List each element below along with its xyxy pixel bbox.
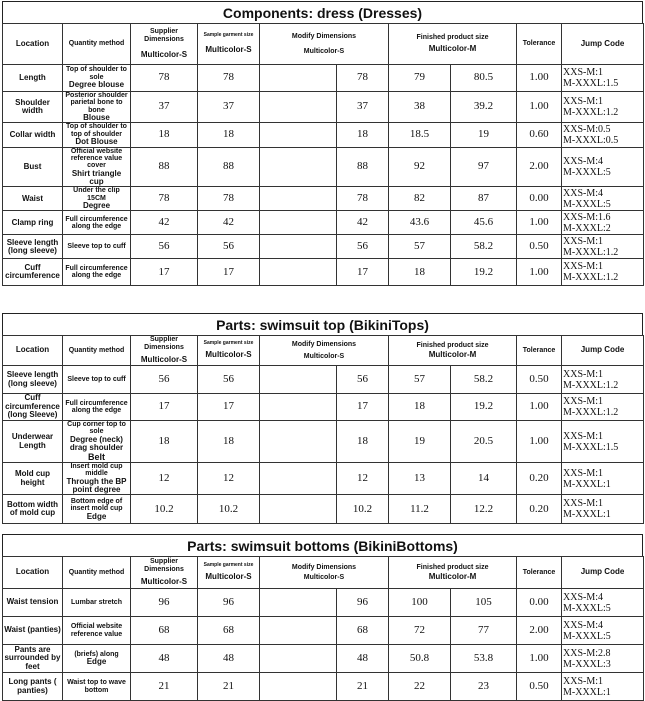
- method-line-1: Top of shoulder to top of shoulder: [66, 123, 127, 138]
- table-row: [3, 259, 644, 286]
- sample-value: 78: [198, 187, 260, 211]
- spec-table: [2, 556, 644, 701]
- finished-l-value: 12.2: [451, 495, 517, 524]
- modify-value: 18: [337, 123, 389, 147]
- finished-m-value: 19: [389, 421, 451, 463]
- method-cell: [63, 645, 131, 673]
- jump-code: XXS-M:4 M-XXXL:5: [562, 147, 644, 187]
- table-row: [3, 211, 644, 235]
- modify-empty: [260, 421, 337, 463]
- table-row: [3, 645, 644, 673]
- supplier-value: 17: [131, 394, 198, 421]
- sample-value: 37: [198, 92, 260, 123]
- modify-empty: [260, 65, 337, 92]
- finished-m-value: 100: [389, 589, 451, 617]
- header-supplier: Supplier Dimensions Multicolor-S: [131, 24, 198, 65]
- section-bikini-bottoms: [2, 534, 643, 701]
- modify-empty: [260, 259, 337, 286]
- jump-code: XXS-M:4 M-XXXL:5: [562, 617, 644, 645]
- location-cell: Mold cup height: [3, 463, 63, 495]
- table-row: [3, 495, 644, 524]
- finished-m-value: 11.2: [389, 495, 451, 524]
- jump-code: XXS-M:1 M-XXXL:1: [562, 495, 644, 524]
- header-finished: Finished product size Multicolor-M: [389, 24, 517, 65]
- section-title: Components: dress (Dresses): [2, 1, 643, 23]
- tolerance-value: 0.00: [517, 187, 562, 211]
- modify-value: 12: [337, 463, 389, 495]
- modify-empty: [260, 187, 337, 211]
- header-row: [3, 336, 644, 366]
- location-cell: Bottom width of mold cup: [3, 495, 63, 524]
- modify-value: 17: [337, 259, 389, 286]
- header-sample: Sample garment size Multicolor-S: [198, 336, 260, 366]
- sample-value: 10.2: [198, 495, 260, 524]
- header-finished: Finished product size Multicolor-M: [389, 557, 517, 589]
- table-row: [3, 366, 644, 394]
- location-cell: Pants are surrounded by feet: [4, 644, 61, 671]
- method-line-1: Full circumference along the edge: [65, 215, 128, 230]
- sample-value: 18: [198, 123, 260, 147]
- modify-value: 37: [337, 92, 389, 123]
- location-cell: Length: [3, 65, 63, 92]
- method-cell: [63, 421, 131, 463]
- header-jump: Jump Code: [562, 24, 644, 65]
- header-jump: Jump Code: [562, 336, 644, 366]
- method-line-1: Top of shoulder to sole: [66, 66, 127, 81]
- sample-value: 17: [198, 259, 260, 286]
- table-row: [3, 235, 644, 259]
- finished-m-value: 18: [389, 259, 451, 286]
- finished-l-value: 19: [451, 123, 517, 147]
- sample-value: 17: [198, 394, 260, 421]
- supplier-value: 17: [131, 259, 198, 286]
- supplier-value: 78: [131, 187, 198, 211]
- table-row: [3, 123, 644, 147]
- modify-empty: [260, 495, 337, 524]
- method-cell: [63, 394, 131, 421]
- method-cell: [63, 463, 131, 495]
- modify-value: 21: [337, 673, 389, 701]
- modify-value: 68: [337, 617, 389, 645]
- location-cell: Clamp ring: [3, 211, 63, 235]
- method-cell: [63, 589, 131, 617]
- method-cell: [63, 65, 131, 92]
- header-method: Quantity method: [63, 336, 131, 366]
- supplier-value: 56: [131, 235, 198, 259]
- method-cell: [63, 366, 131, 394]
- section-dresses: [2, 1, 643, 286]
- location-cell: Long pants ( panties): [3, 673, 63, 701]
- tolerance-value: 0.00: [517, 589, 562, 617]
- finished-l-value: 58.2: [451, 235, 517, 259]
- supplier-value: 12: [131, 463, 198, 495]
- method-line-1: Official website reference value cover: [70, 147, 123, 170]
- modify-empty: [260, 617, 337, 645]
- header-method: Quantity method: [63, 24, 131, 65]
- finished-m-value: 92: [389, 147, 451, 187]
- supplier-value: 18: [131, 421, 198, 463]
- modify-empty: [260, 394, 337, 421]
- tolerance-value: 1.00: [517, 421, 562, 463]
- supplier-value: 21: [131, 673, 198, 701]
- finished-m-value: 82: [389, 187, 451, 211]
- method-line-2: Degree: [82, 201, 111, 210]
- location-cell: Waist (panties): [3, 617, 63, 645]
- jump-code: XXS-M:1 M-XXXL:1.5: [562, 421, 644, 463]
- method-line-1: Full circumference along the edge: [65, 399, 128, 414]
- finished-m-value: 57: [389, 235, 451, 259]
- finished-l-value: 105: [451, 589, 517, 617]
- modify-value: 56: [337, 366, 389, 394]
- header-location: Location: [3, 557, 63, 589]
- tolerance-value: 0.60: [517, 123, 562, 147]
- finished-m-value: 79: [389, 65, 451, 92]
- tolerance-value: 0.20: [517, 495, 562, 524]
- finished-l-value: 80.5: [451, 65, 517, 92]
- supplier-value: 68: [131, 617, 198, 645]
- finished-m-value: 18.5: [389, 123, 451, 147]
- location-cell: Sleeve length (long sleeve): [3, 366, 63, 394]
- finished-l-value: 19.2: [451, 394, 517, 421]
- method-cell: [63, 235, 131, 259]
- jump-code: XXS-M:1 M-XXXL:1.2: [562, 366, 644, 394]
- sample-value: 21: [198, 673, 260, 701]
- table-row: [3, 421, 644, 463]
- section-bikini-tops: [2, 313, 643, 524]
- modify-empty: [260, 92, 337, 123]
- header-sample: Sample garment size Multicolor-S: [198, 24, 260, 65]
- modify-empty: [260, 123, 337, 147]
- table-row: [3, 617, 644, 645]
- sample-value: 18: [198, 421, 260, 463]
- finished-l-value: 14: [451, 463, 517, 495]
- method-line-1: Posterior shoulder parietal bone to bone: [65, 92, 128, 114]
- method-cell: [63, 187, 131, 211]
- method-line-2: Edge: [86, 511, 107, 521]
- spec-table: [2, 23, 644, 286]
- jump-code: XXS-M:1 M-XXXL:1.2: [562, 394, 644, 421]
- tolerance-value: 1.00: [517, 394, 562, 421]
- modify-empty: [260, 589, 337, 617]
- method-line-2: Degree (neck) drag shoulder: [69, 434, 124, 453]
- jump-code: XXS-M:1 M-XXXL:1: [562, 673, 644, 701]
- jump-code: XXS-M:4 M-XXXL:5: [562, 589, 644, 617]
- modify-value: 78: [337, 187, 389, 211]
- finished-m-value: 38: [389, 92, 451, 123]
- sample-value: 88: [198, 147, 260, 187]
- location-cell: Bust: [3, 147, 63, 187]
- header-finished: Finished product size Multicolor-M: [389, 336, 517, 366]
- modify-value: 96: [337, 589, 389, 617]
- method-line-2: Degree blouse: [68, 80, 125, 90]
- modify-empty: [260, 645, 337, 673]
- header-row: [3, 557, 644, 589]
- jump-code: XXS-M:1 M-XXXL:1.2: [562, 235, 644, 259]
- method-line-1: (briefs) along: [74, 650, 119, 658]
- method-cell: [63, 259, 131, 286]
- header-modify: Modify Dimensions Multicolor-S: [260, 24, 389, 65]
- header-location: Location: [3, 336, 63, 366]
- supplier-value: 18: [131, 123, 198, 147]
- method-line-1: Bottom edge of insert mold cup: [70, 497, 123, 513]
- modify-value: 17: [337, 394, 389, 421]
- method-line-1: Full circumference along the edge: [65, 265, 128, 280]
- finished-m-value: 72: [389, 617, 451, 645]
- modify-value: 48: [337, 645, 389, 673]
- method-line-1: Sleeve top to cuff: [67, 243, 126, 251]
- finished-m-value: 22: [389, 673, 451, 701]
- method-cell: [63, 147, 131, 187]
- table-row: [3, 65, 644, 92]
- tolerance-value: 0.20: [517, 463, 562, 495]
- section-title: Parts: swimsuit top (BikiniTops): [2, 313, 643, 335]
- header-tolerance: Tolerance: [517, 24, 562, 65]
- table-row: [3, 394, 644, 421]
- tolerance-value: 1.00: [517, 259, 562, 286]
- header-location: Location: [3, 24, 63, 65]
- tolerance-value: 0.50: [517, 366, 562, 394]
- sample-value: 68: [198, 617, 260, 645]
- header-modify: Modify Dimensions Multicolor-S: [260, 557, 389, 589]
- location-cell: Waist tension: [3, 589, 63, 617]
- table-row: [3, 673, 644, 701]
- method-line-2: Through the BP point degree: [66, 476, 127, 495]
- modify-value: 56: [337, 235, 389, 259]
- sample-value: 56: [198, 235, 260, 259]
- sample-value: 48: [198, 645, 260, 673]
- jump-code: XXS-M:1 M-XXXL:1.5: [562, 65, 644, 92]
- method-line-1: Sleeve top to cuff: [67, 375, 126, 383]
- method-line-3: Belt: [87, 451, 105, 462]
- finished-l-value: 19.2: [451, 259, 517, 286]
- header-sample: Sample garment size Multicolor-S: [198, 557, 260, 589]
- location-cell: Underwear Length: [3, 421, 63, 463]
- finished-l-value: 23: [451, 673, 517, 701]
- sample-value: 56: [198, 366, 260, 394]
- method-cell: [63, 617, 131, 645]
- supplier-value: 48: [131, 645, 198, 673]
- location-cell: Shoulder width: [3, 92, 63, 123]
- supplier-value: 96: [131, 589, 198, 617]
- jump-code: XXS-M:1 M-XXXL:1.2: [562, 92, 644, 123]
- modify-value: 88: [337, 147, 389, 187]
- header-supplier: Supplier Dimensions Multicolor-S: [131, 557, 198, 589]
- sample-value: 12: [198, 463, 260, 495]
- modify-value: 42: [337, 211, 389, 235]
- method-line-1: Insert mold cup middle: [70, 463, 123, 478]
- finished-m-value: 50.8: [389, 645, 451, 673]
- jump-code: XXS-M:1.6 M-XXXL:2: [562, 211, 644, 235]
- modify-value: 18: [337, 421, 389, 463]
- sample-value: 42: [198, 211, 260, 235]
- sample-value: 96: [198, 589, 260, 617]
- tolerance-value: 1.00: [517, 65, 562, 92]
- jump-code: XXS-M:2.8 M-XXXL:3: [562, 645, 644, 673]
- method-line-1: Waist top to wave bottom: [67, 679, 126, 694]
- table-row: [3, 589, 644, 617]
- supplier-value: 10.2: [131, 495, 198, 524]
- finished-l-value: 77: [451, 617, 517, 645]
- method-line-1: Cup corner top to sole: [67, 421, 126, 436]
- jump-code: XXS-M:1 M-XXXL:1: [562, 463, 644, 495]
- header-row: [3, 24, 644, 65]
- supplier-value: 42: [131, 211, 198, 235]
- method-cell: [63, 673, 131, 701]
- method-line-2: Shirt triangle cup: [71, 168, 122, 186]
- spec-table: [2, 335, 644, 524]
- table-row: [3, 147, 644, 187]
- modify-value: 10.2: [337, 495, 389, 524]
- finished-m-value: 18: [389, 394, 451, 421]
- finished-l-value: 87: [451, 187, 517, 211]
- finished-l-value: 53.8: [451, 645, 517, 673]
- method-line-2: Dot Blouse: [75, 137, 118, 147]
- supplier-value: 56: [131, 366, 198, 394]
- method-cell: [63, 92, 131, 123]
- method-line-2: Edge: [86, 656, 107, 666]
- location-cell: Cuff circumference: [3, 259, 63, 286]
- finished-m-value: 43.6: [389, 211, 451, 235]
- method-cell: [63, 495, 131, 524]
- method-line-2: Blouse: [83, 113, 110, 123]
- supplier-value: 78: [131, 65, 198, 92]
- table-row: [3, 92, 644, 123]
- finished-l-value: 58.2: [451, 366, 517, 394]
- method-line-1: Under the clip 15CM: [73, 187, 120, 202]
- header-jump: Jump Code: [562, 557, 644, 589]
- supplier-value: 88: [131, 147, 198, 187]
- tolerance-value: 2.00: [517, 617, 562, 645]
- tolerance-value: 1.00: [517, 211, 562, 235]
- supplier-value: 37: [131, 92, 198, 123]
- header-supplier: Supplier Dimensions Multicolor-S: [131, 336, 198, 366]
- tolerance-value: 1.00: [517, 92, 562, 123]
- tolerance-value: 2.00: [517, 147, 562, 187]
- jump-code: XXS-M:1 M-XXXL:1.2: [562, 259, 644, 286]
- location-cell: Collar width: [3, 123, 63, 147]
- finished-l-value: 97: [451, 147, 517, 187]
- finished-l-value: 20.5: [451, 421, 517, 463]
- jump-code: XXS-M:4 M-XXXL:5: [562, 187, 644, 211]
- header-modify: Modify Dimensions Multicolor-S: [260, 336, 389, 366]
- modify-empty: [260, 673, 337, 701]
- modify-empty: [260, 366, 337, 394]
- modify-empty: [260, 463, 337, 495]
- jump-code: XXS-M:0.5 M-XXXL:0.5: [562, 123, 644, 147]
- location-cell: Waist: [3, 187, 63, 211]
- sample-value: 78: [198, 65, 260, 92]
- tolerance-value: 0.50: [517, 235, 562, 259]
- location-cell: Sleeve length (long sleeve): [3, 235, 63, 259]
- finished-l-value: 39.2: [451, 92, 517, 123]
- method-line-1: Lumbar stretch: [71, 598, 122, 606]
- tolerance-value: 1.00: [517, 645, 562, 673]
- table-row: [3, 187, 644, 211]
- location-cell: Cuff circumference (long Sleeve): [3, 394, 63, 421]
- header-tolerance: Tolerance: [517, 336, 562, 366]
- modify-empty: [260, 211, 337, 235]
- header-tolerance: Tolerance: [517, 557, 562, 589]
- section-title: Parts: swimsuit bottoms (BikiniBottoms): [2, 534, 643, 556]
- method-cell: [63, 123, 131, 147]
- header-method: Quantity method: [63, 557, 131, 589]
- table-row: [3, 463, 644, 495]
- modify-value: 78: [337, 65, 389, 92]
- finished-m-value: 13: [389, 463, 451, 495]
- modify-empty: [260, 235, 337, 259]
- finished-m-value: 57: [389, 366, 451, 394]
- modify-empty: [260, 147, 337, 187]
- finished-l-value: 45.6: [451, 211, 517, 235]
- method-cell: [63, 211, 131, 235]
- method-line-1: Official website reference value: [70, 623, 123, 638]
- tolerance-value: 0.50: [517, 673, 562, 701]
